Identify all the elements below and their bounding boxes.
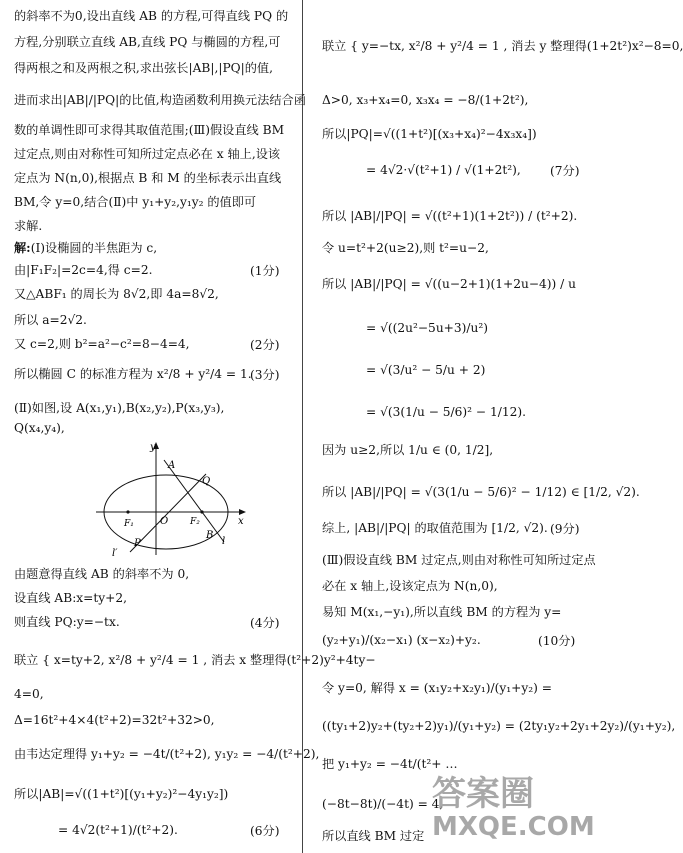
solution-line: 由题意得直线 AB 的斜率不为 0,	[14, 567, 190, 581]
solution-line: 所以|AB|=√((1+t²)[(y₁+y₂)²−4y₁y₂])	[14, 787, 229, 801]
label-y: y	[150, 442, 156, 453]
intro-line: 定点为 N(n,0),根据点 B 和 M 的坐标表示出直线	[14, 171, 282, 185]
line-l	[164, 460, 224, 542]
ellipse-figure	[94, 440, 254, 560]
label-f2: F₂	[190, 517, 200, 527]
solution-line: 联立 { y=−tx, x²/8 + y²/4 = 1 , 消去 y 整理得(1+2t²)x²−8=0,	[322, 39, 683, 53]
solution-line: 又△ABF₁ 的周长为 8√2,即 4a=8√2,	[14, 287, 219, 301]
solution-line: ((ty₁+2)y₂+(ty₂+2)y₁)/(y₁+y₂) = (2ty₁y₂+2y₁+2y₂)/(y₁+y₂),	[322, 719, 676, 733]
intro-line: 进而求出|AB|/|PQ|的比值,构造函数利用换元法结合函	[14, 93, 306, 107]
x-axis-arrow	[239, 509, 246, 515]
solution-line: 联立 { x=ty+2, x²/8 + y²/4 = 1 , 消去 x 整理得(t²+2)y²+4ty−	[14, 653, 376, 667]
solution-line: 所以 a=2√2.	[14, 313, 87, 327]
intro-line: 数的单调性即可求得其取值范围;(Ⅲ)假设直线 BM	[14, 123, 285, 137]
label-p: P	[134, 538, 141, 549]
solution-line: 令 u=t²+2(u≥2),则 t²=u−2,	[322, 241, 489, 255]
intro-line: 过定点,则由对称性可知所过定点必在 x 轴上,设该	[14, 147, 281, 161]
solution-line: = √(3(1/u − 5/6)² − 1/12).	[366, 405, 526, 419]
label-x: x	[238, 516, 244, 527]
intro-line: BM,令 y=0,结合(Ⅱ)中 y₁+y₂,y₁y₂ 的值即可	[14, 195, 257, 209]
score-mark: (2分)	[250, 338, 280, 352]
label-lp: l′	[112, 548, 118, 559]
label-a: A	[168, 460, 176, 471]
label-q: Q	[202, 476, 211, 487]
intro-line: 方程,分别联立直线 AB,直线 PQ 与椭圆的方程,可	[14, 35, 281, 49]
f2-point	[200, 510, 203, 513]
line-lp	[130, 474, 206, 552]
solution-line: 所以 |AB|/|PQ| = √((u−2+1)(1+2u−4)) / u	[322, 277, 577, 291]
solution-line: 必在 x 轴上,设该定点为 N(n,0),	[322, 579, 498, 593]
solution-line: 所以直线 BM 过定	[322, 829, 425, 843]
label-o: O	[160, 516, 169, 527]
intro-line: 得两根之和及两根之积,求出弦长|AB|,|PQ|的值,	[14, 61, 273, 75]
solution-line: 由韦达定理得 y₁+y₂ = −4t/(t²+2), y₁y₂ = −4/(t²+2),	[14, 747, 320, 761]
label-b: B	[206, 530, 214, 541]
score-mark: (10分)	[538, 634, 576, 648]
solution-line: Δ>0, x₃+x₄=0, x₃x₄ = −8/(1+2t²),	[322, 93, 529, 107]
solution-line: 综上, |AB|/|PQ| 的取值范围为 [1/2, √2).	[322, 521, 548, 535]
solution-line: 则直线 PQ:y=−tx.	[14, 615, 120, 629]
watermark-logo: 答案圈	[432, 774, 534, 814]
solution-line: 所以 |AB|/|PQ| = √((t²+1)(1+2t²)) / (t²+2).	[322, 209, 578, 223]
solution-line: 又 c=2,则 b²=a²−c²=8−4=4,	[14, 337, 190, 351]
solution-line: 由|F₁F₂|=2c=4,得 c=2.	[14, 263, 153, 277]
solution-line: 所以|PQ|=√((1+t²)[(x₃+x₄)²−4x₃x₄])	[322, 127, 537, 141]
solution-line: (Ⅲ)假设直线 BM 过定点,则由对称性可知所过定点	[322, 553, 596, 567]
solution-label: 解:	[14, 241, 31, 255]
solution-line: (−8t−8t)/(−4t) = 4,	[322, 797, 444, 811]
solution-line: Q(x₄,y₄),	[14, 421, 65, 435]
solution-line: Δ=16t²+4×4(t²+2)=32t²+32>0,	[14, 713, 215, 727]
score-mark: (7分)	[550, 164, 580, 178]
solution-line: 因为 u≥2,所以 1/u ∈ (0, 1/2],	[322, 443, 494, 457]
solution-line: = 4√2(t²+1)/(t²+2).	[58, 823, 178, 837]
solution-line: 所以 |AB|/|PQ| = √(3(1/u − 5/6)² − 1/12) ∈ [1/2, √2).	[322, 485, 640, 499]
solution-line: 设直线 AB:x=ty+2,	[14, 591, 128, 605]
score-mark: (9分)	[550, 522, 580, 536]
solution-line: = √((2u²−5u+3)/u²)	[366, 321, 488, 335]
label-f1: F₁	[124, 519, 134, 529]
intro-line: 的斜率不为0,设出直线 AB 的方程,可得直线 PQ 的	[14, 9, 289, 23]
solution-line: (Ⅱ)如图,设 A(x₁,y₁),B(x₂,y₂),P(x₃,y₃),	[14, 401, 225, 415]
label-l: l	[222, 536, 226, 547]
score-mark: (3分)	[250, 368, 280, 382]
solution-line: = 4√2·√(t²+1) / √(1+2t²),	[366, 163, 521, 177]
f1-point	[126, 510, 129, 513]
solution-line: 所以椭圆 C 的标准方程为 x²/8 + y²/4 = 1.	[14, 367, 252, 381]
solution-line: 易知 M(x₁,−y₁),所以直线 BM 的方程为 y=	[322, 605, 562, 619]
score-mark: (6分)	[250, 824, 280, 838]
watermark-url: MXQE.COM	[432, 812, 595, 842]
solution-line: 4=0,	[14, 687, 44, 701]
solution-line: 把 y₁+y₂ = −4t/(t²+ …	[322, 757, 458, 771]
solution-line: (Ⅰ)设椭圆的半焦距为 c,	[30, 241, 158, 255]
column-divider	[302, 0, 303, 853]
score-mark: (4分)	[250, 616, 280, 630]
solution-line: (y₂+y₁)/(x₂−x₁) (x−x₂)+y₂.	[322, 633, 481, 647]
intro-line: 求解.	[14, 219, 43, 233]
score-mark: (1分)	[250, 264, 280, 278]
solution-line: = √(3/u² − 5/u + 2)	[366, 363, 486, 377]
solution-line: 令 y=0, 解得 x = (x₁y₂+x₂y₁)/(y₁+y₂) =	[322, 681, 552, 695]
